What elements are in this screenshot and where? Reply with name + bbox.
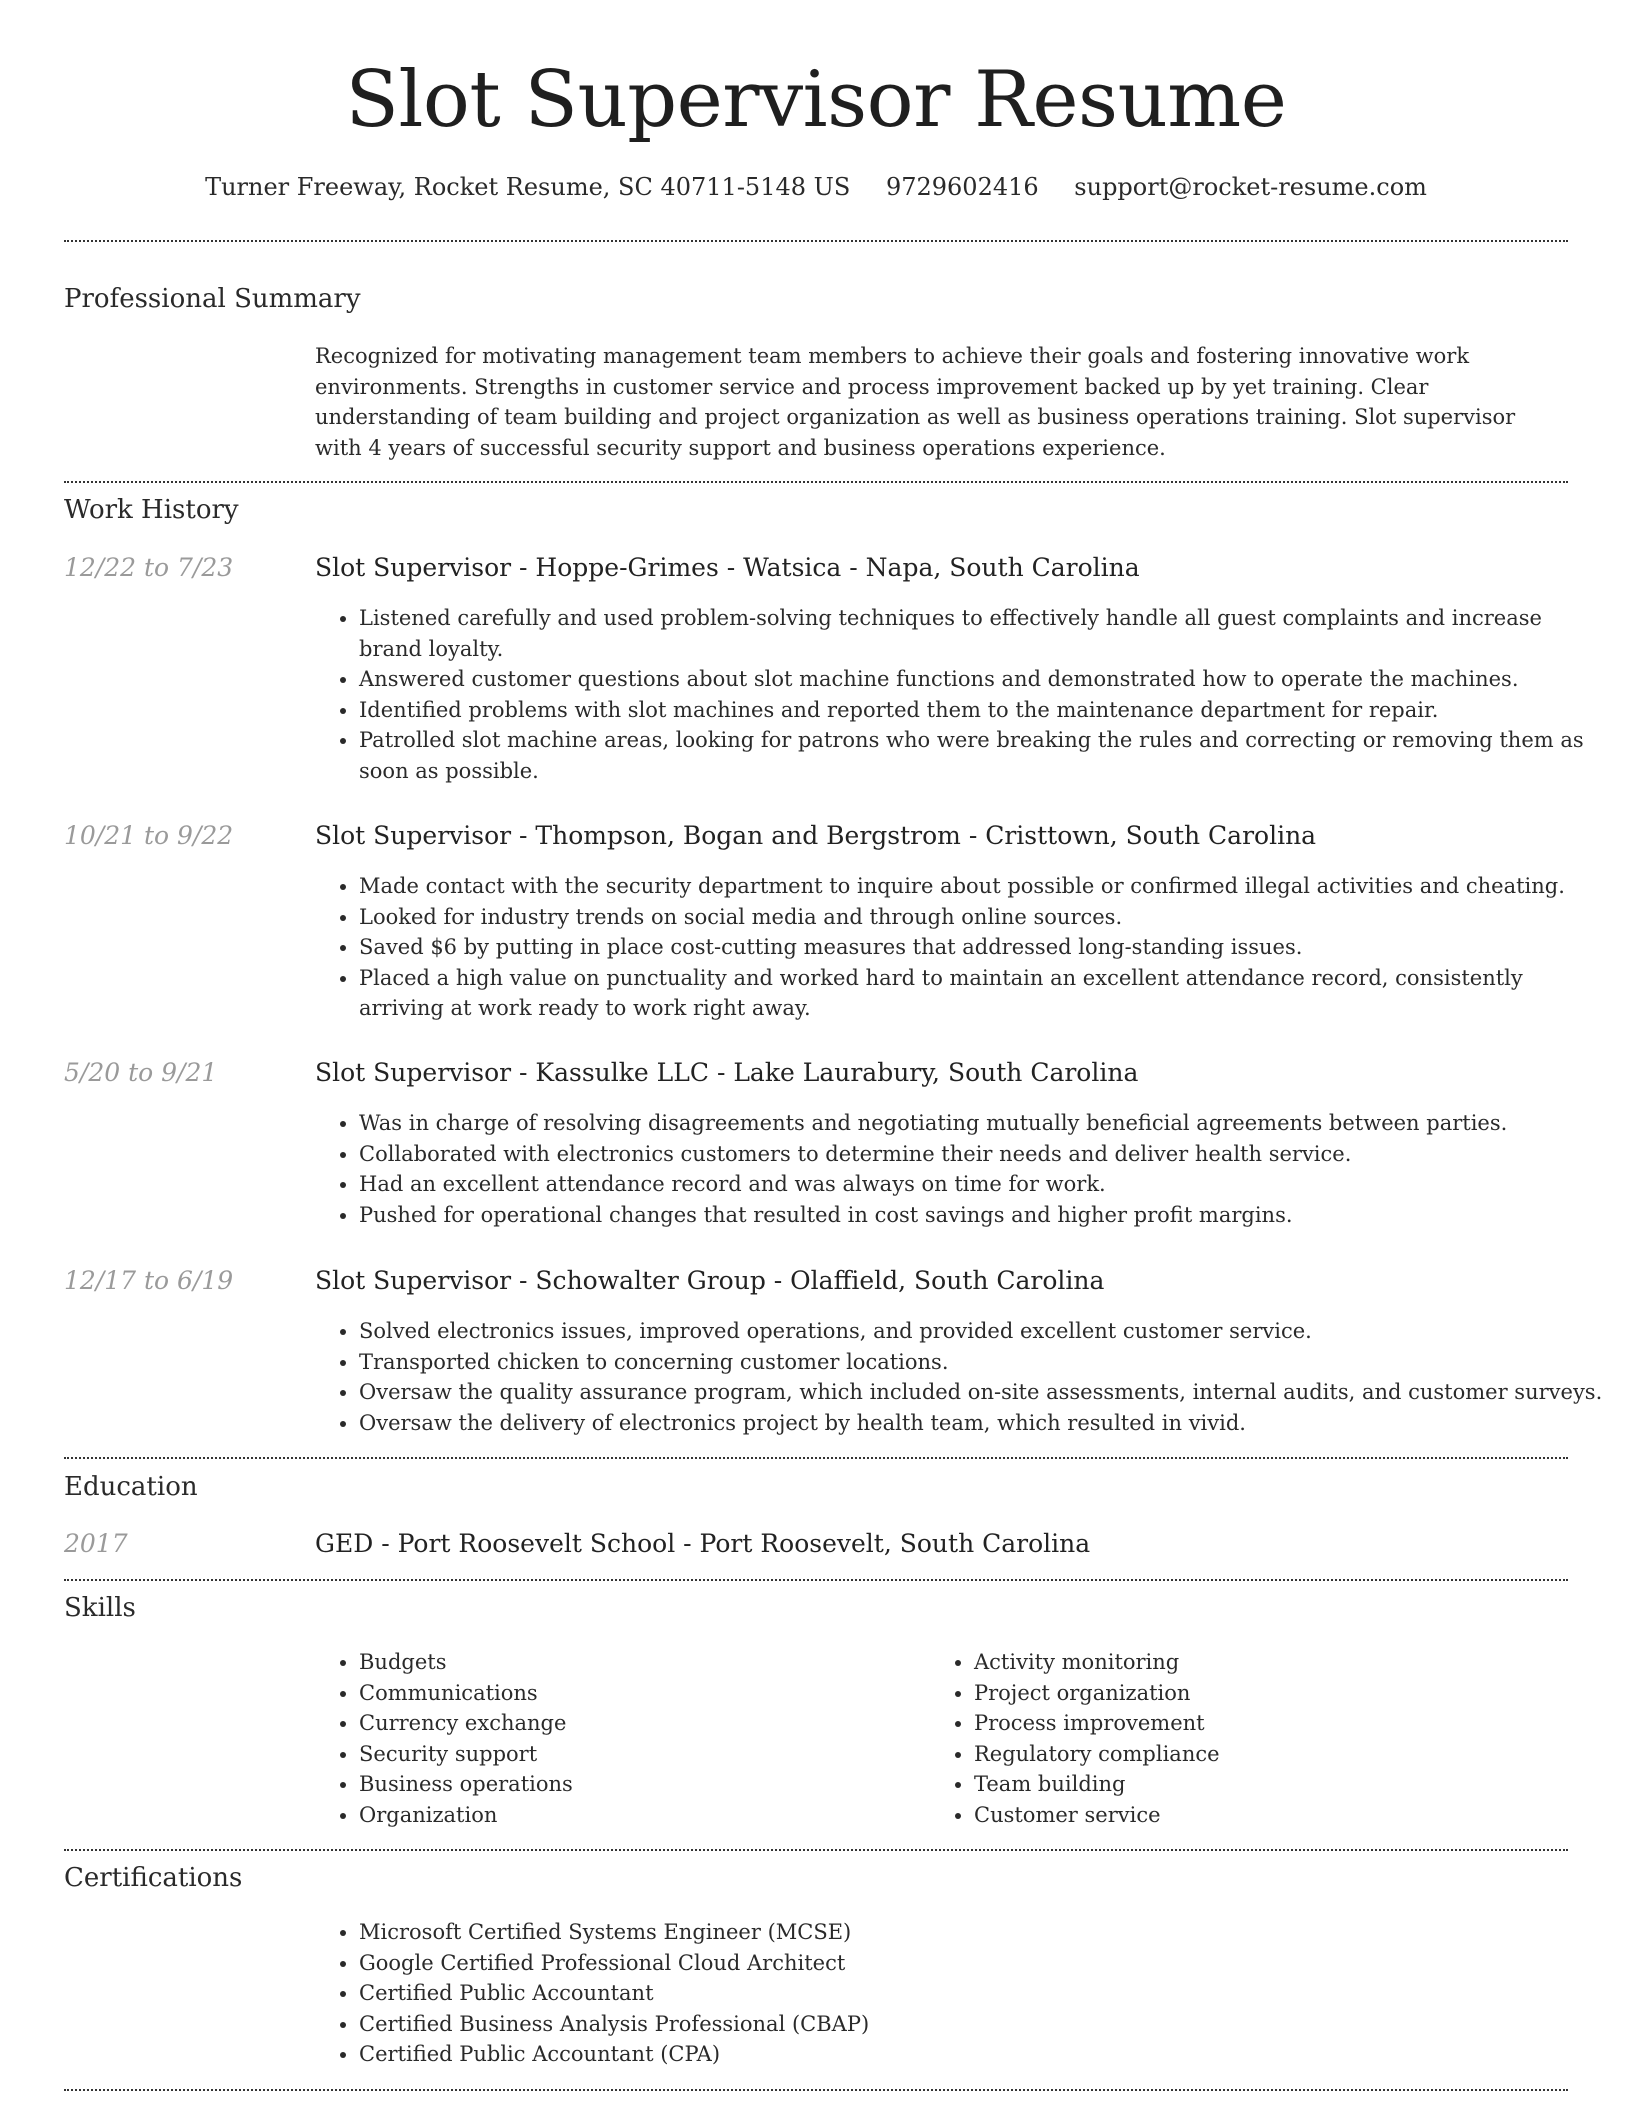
list-item: • Microsoft Certified Systems Engineer (MCSE) xyxy=(359,1917,1604,1948)
education-date: 2017 xyxy=(64,1529,128,1558)
list-item: • Security support xyxy=(359,1739,919,1770)
divider xyxy=(64,1849,1568,1851)
contact-email: support@rocket-resume.com xyxy=(1074,173,1427,201)
job-title: Slot Supervisor - Hoppe-Grimes - Watsica - Napa, South Carolina xyxy=(315,553,1140,582)
list-item: • Made contact with the security department to inquire about possible or confirmed illegal activities and cheating. xyxy=(359,871,1604,902)
summary-heading: Professional Summary xyxy=(64,284,361,314)
summary-text: Recognized for motivating management team members to achieve their goals and fostering innovative work environments. Strengths in customer service and process improvement backed up by yet training. Clear understanding of team building and project organization as well as business operations training. Slot supervisor with 4 years of successful security support and business operations experience. xyxy=(315,344,1516,460)
list-item: • Patrolled slot machine areas, looking for patrons who were breaking the rules and correcting or removing them as soon as possible. xyxy=(359,725,1604,786)
list-item: • Was in charge of resolving disagreements and negotiating mutually beneficial agreements between parties. xyxy=(359,1108,1604,1139)
list-item: • Looked for industry trends on social media and through online sources. xyxy=(359,902,1604,933)
list-item: • Process improvement xyxy=(974,1708,1594,1739)
list-item: • Collaborated with electronics customers to determine their needs and deliver health service. xyxy=(359,1139,1604,1170)
contact-phone: 9729602416 xyxy=(885,173,1039,201)
job-date: 12/17 to 6/19 xyxy=(64,1266,234,1295)
job-date: 10/21 to 9/22 xyxy=(64,821,234,850)
education-title: GED - Port Roosevelt School - Port Roosevelt, South Carolina xyxy=(315,1529,1091,1558)
list-item: • Placed a high value on punctuality and worked hard to maintain an excellent attendance record, consistently arriving at work ready to work right away. xyxy=(359,963,1604,1024)
job-date: 5/20 to 9/21 xyxy=(64,1058,218,1087)
list-item: • Certified Public Accountant (CPA) xyxy=(359,2039,1604,2070)
list-item: • Budgets xyxy=(359,1647,919,1678)
skills-list-right xyxy=(930,1647,1594,1831)
work-history-heading: Work History xyxy=(64,495,239,525)
list-item: • Transported chicken to concerning customer locations. xyxy=(359,1347,1604,1378)
contact-address: Turner Freeway, Rocket Resume, SC 40711-5148 US xyxy=(205,173,851,201)
list-item: • Activity monitoring xyxy=(974,1647,1594,1678)
list-item: • Solved electronics issues, improved operations, and provided excellent customer service. xyxy=(359,1316,1604,1347)
list-item: • Certified Business Analysis Professional (CBAP) xyxy=(359,2009,1604,2040)
list-item: • Team building xyxy=(974,1769,1594,1800)
list-item: • Project organization xyxy=(974,1678,1594,1709)
divider xyxy=(64,2089,1568,2091)
job-bullets xyxy=(315,1108,1604,1230)
list-item: • Identified problems with slot machines and reported them to the maintenance department for repair. xyxy=(359,695,1604,726)
skills-heading: Skills xyxy=(64,1593,136,1623)
list-item: • Listened carefully and used problem-solving techniques to effectively handle all guest complaints and increase brand loyalty. xyxy=(359,603,1604,664)
list-item: • Communications xyxy=(359,1678,919,1709)
job-date: 12/22 to 7/23 xyxy=(64,553,234,582)
list-item: • Saved $6 by putting in place cost-cutting measures that addressed long-standing issues. xyxy=(359,932,1604,963)
divider xyxy=(64,1579,1568,1581)
list-item: • Currency exchange xyxy=(359,1708,919,1739)
certifications-list xyxy=(315,1917,1604,2070)
list-item: • Certified Public Accountant xyxy=(359,1978,1604,2009)
job-bullets xyxy=(315,871,1604,1024)
divider xyxy=(64,1457,1568,1459)
list-item: • Regulatory compliance xyxy=(974,1739,1594,1770)
list-item: • Oversaw the quality assurance program, which included on-site assessments, internal audits, and customer surveys. xyxy=(359,1377,1604,1408)
contact-line xyxy=(0,170,1632,204)
skills-list-left xyxy=(315,1647,919,1831)
list-item: • Oversaw the delivery of electronics project by health team, which resulted in vivid. xyxy=(359,1408,1604,1439)
list-item: • Google Certified Professional Cloud Architect xyxy=(359,1948,1604,1979)
list-item: • Had an excellent attendance record and was always on time for work. xyxy=(359,1169,1604,1200)
job-bullets xyxy=(315,1316,1604,1438)
divider xyxy=(64,481,1568,483)
job-bullets xyxy=(315,603,1604,787)
list-item: • Answered customer questions about slot machine functions and demonstrated how to operate the machines. xyxy=(359,664,1604,695)
job-title: Slot Supervisor - Schowalter Group - Olaffield, South Carolina xyxy=(315,1266,1105,1295)
job-title: Slot Supervisor - Kassulke LLC - Lake Laurabury, South Carolina xyxy=(315,1058,1139,1087)
list-item: • Pushed for operational changes that resulted in cost savings and higher profit margins. xyxy=(359,1200,1604,1231)
divider xyxy=(64,240,1568,242)
job-title: Slot Supervisor - Thompson, Bogan and Bergstrom - Cristtown, South Carolina xyxy=(315,821,1317,850)
page-title: Slot Supervisor Resume xyxy=(345,55,1287,145)
certifications-heading: Certifications xyxy=(64,1863,243,1893)
list-item: • Business operations xyxy=(359,1769,919,1800)
list-item: • Organization xyxy=(359,1800,919,1831)
list-item: • Customer service xyxy=(974,1800,1594,1831)
education-heading: Education xyxy=(64,1472,198,1502)
